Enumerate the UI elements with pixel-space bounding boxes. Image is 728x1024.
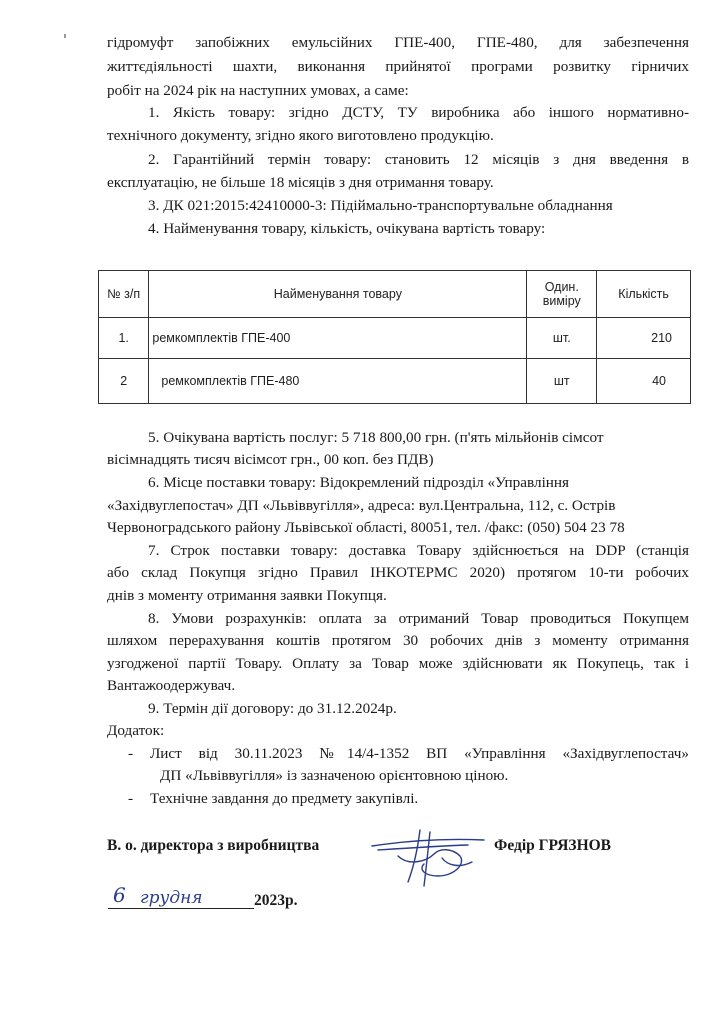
scan-mark bbox=[64, 34, 66, 38]
item-4: 4. Найменування товару, кількість, очікувана вартість товару: bbox=[148, 220, 546, 237]
row-1-qty: 210 bbox=[597, 318, 691, 359]
item-1-line-1: 1. Якість товару: згідно ДСТУ, ТУ виробника або іншого нормативно- bbox=[148, 104, 689, 121]
table-row bbox=[99, 359, 691, 404]
term-6-line-1: 6. Місце поставки товару: Відокремлений підрозділ «Управління bbox=[148, 474, 570, 491]
row-2-unit: шт bbox=[527, 359, 597, 404]
attachment-2: Технічне завдання до предмету закупівлі. bbox=[150, 790, 419, 807]
item-2-line-2: експлуатацію, не більше 18 місяців з дня отримання товару. bbox=[107, 174, 494, 191]
date-underline bbox=[108, 908, 254, 909]
term-5-line-1: 5. Очікувана вартість послуг: 5 718 800,00 грн. (п'ять мільйонів сімсот bbox=[148, 429, 604, 446]
intro-line-1: гідромуфт запобіжних емульсійних ГПЕ-400, ГПЕ-480, для забезпечення bbox=[107, 34, 689, 51]
header-num: № з/п bbox=[99, 271, 149, 318]
date-day: 6 bbox=[113, 883, 126, 907]
row-2-num: 2 bbox=[99, 359, 149, 404]
term-7-line-2: або склад Покупця згідно Правил ІНКОТЕРМС 2020) протягом 10-ти робочих bbox=[107, 564, 689, 581]
goods-table bbox=[98, 270, 691, 404]
row-1-unit: шт. bbox=[527, 318, 597, 359]
attachments-heading: Додаток: bbox=[107, 722, 165, 739]
signatory-position: В. о. директора з виробництва bbox=[107, 837, 320, 854]
header-unit bbox=[527, 271, 597, 318]
row-2-qty: 40 bbox=[597, 359, 691, 404]
attachment-1-dash: - bbox=[128, 745, 134, 762]
term-8-line-2: шляхом перерахування коштів протягом 30 робочих днів з моменту отримання bbox=[107, 632, 689, 649]
term-8-line-3: узгодженої партії Товару. Оплату за Товар може здійснювати як Покупець, так і bbox=[107, 655, 689, 672]
header-unit-line-2: виміру bbox=[542, 294, 581, 308]
term-9: 9. Термін дії договору: до 31.12.2024р. bbox=[148, 700, 397, 717]
term-6-line-2: «Західвуглепостач» ДП «Львіввугілля», адреса: вул.Центральна, 112, с. Острів bbox=[107, 497, 616, 514]
row-1-num: 1. bbox=[99, 318, 149, 359]
attachment-2-dash: - bbox=[128, 790, 134, 807]
item-3: 3. ДК 021:2015:42410000-3: Підіймально-транспортувальне обладнання bbox=[148, 197, 613, 214]
date-year: 2023р. bbox=[254, 892, 298, 909]
term-5-line-2: вісімнадцять тисяч вісімсот грн., 00 коп. без ПДВ) bbox=[107, 451, 434, 468]
row-2-name: ремкомплектів ГПЕ-480 bbox=[149, 359, 527, 404]
header-qty: Кількість bbox=[597, 271, 691, 318]
attachment-1-line-2: ДП «Львіввугілля» із зазначеною орієнтовною ціною. bbox=[160, 767, 509, 784]
item-1-line-2: технічного документу, згідно якого виготовлено продукцію. bbox=[107, 127, 494, 144]
handwritten-signature bbox=[368, 826, 488, 892]
term-7-line-1: 7. Строк поставки товару: доставка Товару здійснюється на DDP (станція bbox=[148, 542, 689, 559]
term-8-line-1: 8. Умови розрахунків: оплата за отриманий Товар проводиться Покупцем bbox=[148, 610, 689, 627]
intro-line-2: життєдіяльності шахти, виконання прийнятої програми розвитку гірничих bbox=[107, 58, 689, 75]
term-6-line-3: Червоноградського району Львівської області, 80051, тел. /факс: (050) 504 23 78 bbox=[107, 519, 625, 536]
date-month: грудня bbox=[140, 888, 203, 908]
attachment-1-line-1: Лист від 30.11.2023 №14/4-1352 ВП «Управління «Західвуглепостач» bbox=[150, 745, 689, 762]
header-unit-line-1: Один. bbox=[544, 280, 579, 294]
item-2-line-1: 2. Гарантійний термін товару: становить 12 місяців з дня введення в bbox=[148, 151, 689, 168]
term-8-line-4: Вантажоодержувач. bbox=[107, 677, 236, 694]
table-row bbox=[99, 318, 691, 359]
intro-line-3: робіт на 2024 рік на наступних умовах, а саме: bbox=[107, 82, 409, 99]
term-7-line-3: днів з моменту отримання заявки Покупця. bbox=[107, 587, 387, 604]
signatory-name: Федір ГРЯЗНОВ bbox=[494, 837, 612, 854]
header-name: Найменування товару bbox=[149, 271, 527, 318]
row-1-name: ремкомплектів ГПЕ-400 bbox=[149, 318, 527, 359]
table-header-row bbox=[99, 271, 691, 318]
